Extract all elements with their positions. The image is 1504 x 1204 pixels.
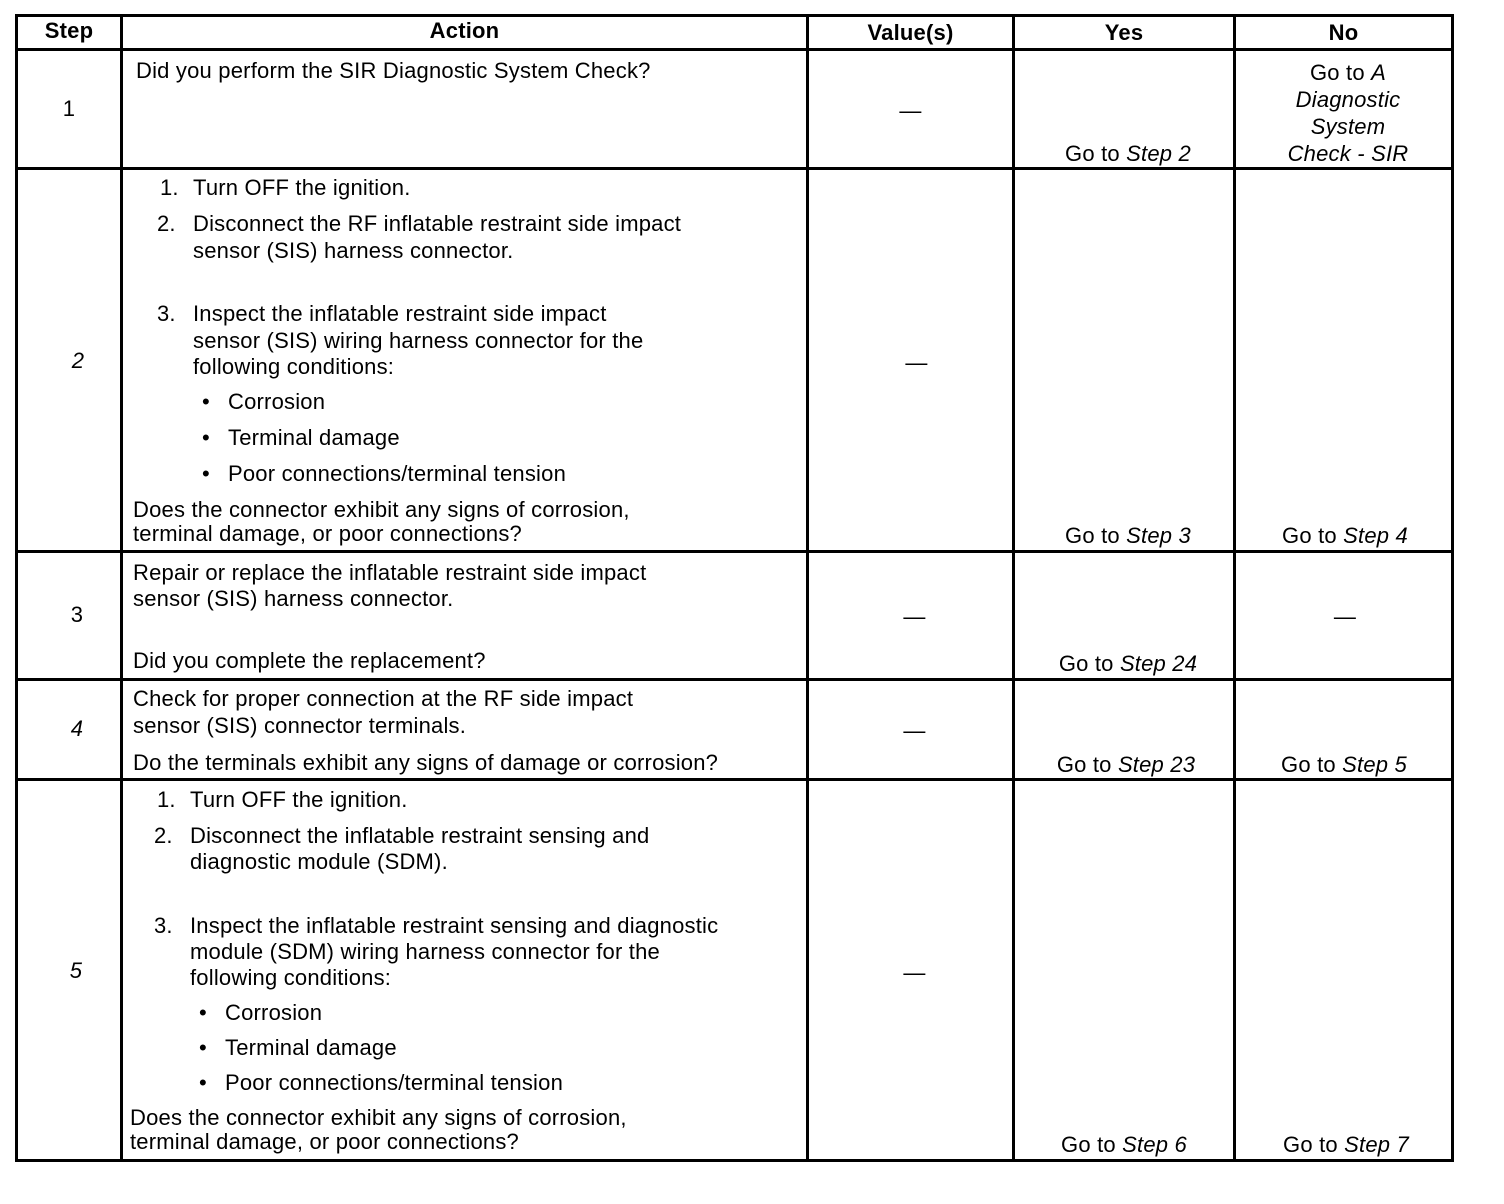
row3-yes-prefix: Go to xyxy=(1058,651,1120,676)
row3-yes-ref: Step 24 xyxy=(1119,651,1198,676)
row4-question: Do the terminals exhibit any signs of damage or corrosion? xyxy=(133,750,719,775)
row4-value: — xyxy=(903,718,926,743)
row5-question1: Does the connector exhibit any signs of corrosion, xyxy=(130,1105,627,1130)
row5-sub1: Turn OFF the ignition. xyxy=(190,787,408,812)
row2-no-prefix: Go to xyxy=(1282,523,1344,548)
rule-yes-no xyxy=(1233,14,1236,1162)
row1-no-ref-a: A xyxy=(1371,60,1386,85)
row2-step: 2 xyxy=(71,348,85,373)
rule-bottom xyxy=(15,1159,1454,1162)
row2-question1: Does the connector exhibit any signs of corrosion, xyxy=(133,497,630,522)
row5-num1: 1. xyxy=(157,787,176,812)
row2-question2: terminal damage, or poor connections? xyxy=(133,521,522,546)
row2-yes-prefix: Go to xyxy=(1065,523,1127,548)
row1-yes-ref: Step 2 xyxy=(1126,141,1191,166)
rule-row4-bottom xyxy=(15,778,1454,781)
row5-bullet2: Terminal damage xyxy=(225,1035,397,1060)
row1-no-line3: System xyxy=(1310,114,1386,139)
row3-yes xyxy=(1015,651,1241,677)
row5-yes xyxy=(1015,1132,1233,1158)
row4-action2: sensor (SIS) connector terminals. xyxy=(133,713,467,738)
row4-yes-prefix: Go to xyxy=(1056,752,1118,777)
row3-action1: Repair or replace the inflatable restraint side impact xyxy=(133,560,647,585)
row4-no xyxy=(1236,752,1452,778)
rule-step-action xyxy=(120,14,123,1162)
header-yes: Yes xyxy=(1104,20,1144,45)
row2-bullet2-dot: • xyxy=(202,425,210,450)
row5-bullet3-dot: • xyxy=(199,1070,207,1095)
row5-sub3c: following conditions: xyxy=(190,965,392,990)
row1-no-prefix: Go to xyxy=(1310,60,1372,85)
row1-yes-prefix: Go to xyxy=(1065,141,1127,166)
header-values: Value(s) xyxy=(867,20,954,45)
rule-action-value xyxy=(806,14,809,1162)
row5-sub3a: Inspect the inflatable restraint sensing and diagnostic xyxy=(190,913,719,938)
header-action: Action xyxy=(429,18,500,43)
row2-yes xyxy=(1015,523,1241,549)
row5-num2: 2. xyxy=(154,823,173,848)
row1-value: — xyxy=(899,98,922,123)
row4-no-prefix: Go to xyxy=(1281,752,1343,777)
row1-yes xyxy=(1015,141,1241,167)
row2-yes-ref: Step 3 xyxy=(1126,523,1191,548)
row1-no-line1 xyxy=(1236,60,1460,86)
row5-bullet3: Poor connections/terminal tension xyxy=(225,1070,564,1095)
rule-row2-bottom xyxy=(15,550,1454,553)
row2-num3: 3. xyxy=(157,301,176,326)
row1-no-line2: Diagnostic xyxy=(1295,87,1401,112)
header-step: Step xyxy=(44,18,94,43)
row2-num2: 2. xyxy=(157,211,176,236)
rule-left xyxy=(15,14,18,1162)
row2-bullet3: Poor connections/terminal tension xyxy=(228,461,567,486)
row5-step: 5 xyxy=(69,958,83,983)
row1-action-text: Did you perform the SIR Diagnostic System Check? xyxy=(136,58,651,83)
row1-no-line4: Check - SIR xyxy=(1287,141,1409,166)
row5-bullet1-dot: • xyxy=(199,1000,207,1025)
row5-question2: terminal damage, or poor connections? xyxy=(130,1129,519,1154)
row4-no-ref: Step 5 xyxy=(1342,752,1407,777)
row4-action1: Check for proper connection at the RF side impact xyxy=(133,686,634,711)
row1-step: 1 xyxy=(62,96,76,121)
row2-sub3c: following conditions: xyxy=(193,354,395,379)
row5-num3: 3. xyxy=(154,913,173,938)
row3-question: Did you complete the replacement? xyxy=(133,648,486,673)
row2-sub2b: sensor (SIS) harness connector. xyxy=(193,238,514,263)
row5-bullet1: Corrosion xyxy=(225,1000,323,1025)
row5-no xyxy=(1236,1132,1456,1158)
row2-no-ref: Step 4 xyxy=(1343,523,1408,548)
row2-bullet2: Terminal damage xyxy=(228,425,400,450)
row5-no-prefix: Go to xyxy=(1283,1132,1345,1157)
row3-action2: sensor (SIS) harness connector. xyxy=(133,586,454,611)
row2-value: — xyxy=(905,350,928,375)
rule-header-bottom xyxy=(15,48,1454,51)
row5-yes-ref: Step 6 xyxy=(1122,1132,1187,1157)
row4-step: 4 xyxy=(70,716,84,741)
row2-bullet3-dot: • xyxy=(202,461,210,486)
rule-row3-bottom xyxy=(15,678,1454,681)
row3-value: — xyxy=(903,604,926,629)
row4-yes-ref: Step 23 xyxy=(1117,752,1196,777)
header-no: No xyxy=(1328,20,1359,45)
row2-bullet1-dot: • xyxy=(202,389,210,414)
row2-sub3a: Inspect the inflatable restraint side impact xyxy=(193,301,607,326)
rule-top xyxy=(15,14,1454,17)
row2-sub1: Turn OFF the ignition. xyxy=(193,175,411,200)
rule-right xyxy=(1451,14,1454,1162)
row5-value: — xyxy=(903,960,926,985)
row3-no: — xyxy=(1333,604,1357,629)
row4-yes xyxy=(1015,752,1237,778)
rule-row1-bottom xyxy=(15,167,1454,170)
row2-sub3b: sensor (SIS) wiring harness connector for the xyxy=(193,328,644,353)
row5-sub2a: Disconnect the inflatable restraint sensing and xyxy=(190,823,650,848)
row5-no-ref: Step 7 xyxy=(1344,1132,1409,1157)
row2-sub2a: Disconnect the RF inflatable restraint side impact xyxy=(193,211,682,236)
row2-bullet1: Corrosion xyxy=(228,389,326,414)
row3-step: 3 xyxy=(70,602,84,627)
row2-num1: 1. xyxy=(160,175,179,200)
rule-value-yes xyxy=(1012,14,1015,1162)
row5-sub3b: module (SDM) wiring harness connector for the xyxy=(190,939,660,964)
row5-sub2b: diagnostic module (SDM). xyxy=(190,849,448,874)
row5-yes-prefix: Go to xyxy=(1061,1132,1123,1157)
row5-bullet2-dot: • xyxy=(199,1035,207,1060)
row2-no xyxy=(1236,523,1454,549)
